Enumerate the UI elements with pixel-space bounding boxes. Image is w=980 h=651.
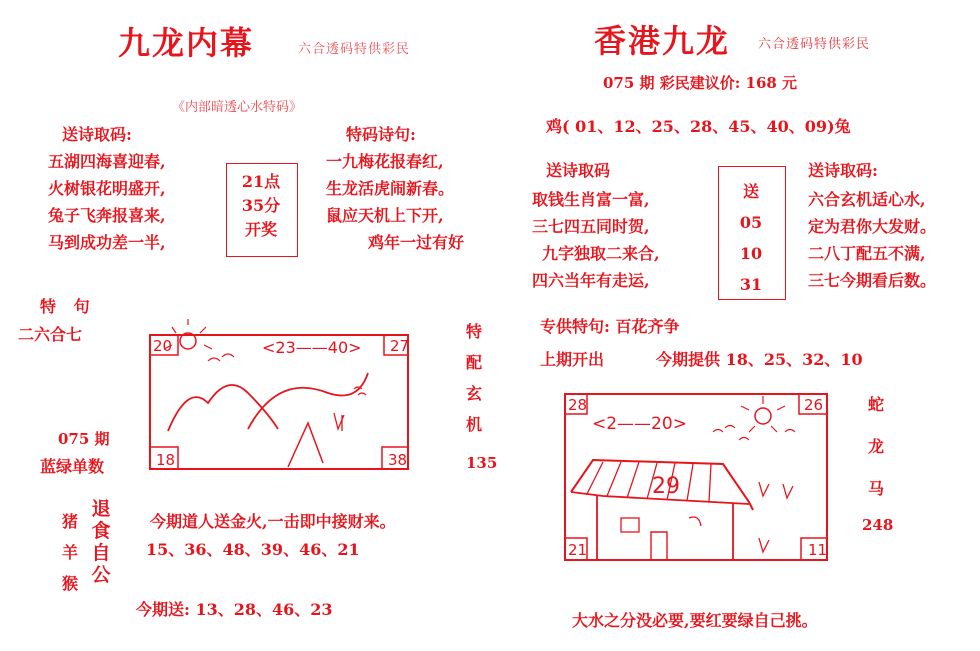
left-subtitle: 六合透码特供彩民: [298, 42, 411, 57]
right-this-issue: 今期提供 18、25、32、10: [656, 350, 863, 369]
time-hour: 21点: [241, 172, 281, 191]
zodiac-char: 退: [91, 498, 111, 520]
left-pic-corner-tr: 27: [390, 337, 410, 355]
left-internal-note: 《内部暗透心水特码》: [172, 100, 303, 115]
poem-line: 生龙活虎闹新春。: [326, 179, 455, 198]
zodiac-char: 猪: [61, 512, 78, 531]
left-time-text: [231, 170, 291, 242]
right-poem-a-label: 送诗取码: [546, 161, 611, 180]
left-poem-b: [326, 148, 464, 256]
right-last-issue: 上期开出: [540, 350, 605, 369]
left-zodiac-col2: [86, 498, 116, 586]
send-number: 10: [739, 244, 763, 263]
poem-line: 鸡年一过有好: [368, 233, 465, 252]
vertical-char: 马: [867, 479, 884, 498]
send-number: 31: [739, 275, 763, 294]
left-pic-range: <23——40>: [262, 338, 362, 357]
poem-line: 五湖四海喜迎春,: [48, 152, 166, 171]
left-zodiac-col1: [58, 506, 82, 599]
left-poem-b-label: 特码诗句:: [346, 125, 416, 144]
left-title: 九龙内幕: [118, 24, 255, 62]
poem-line: 三七今期看后数。: [808, 271, 937, 290]
vertical-char: 蛇: [867, 395, 884, 414]
right-poem-b-label: 送诗取码:: [808, 161, 878, 180]
right-subtitle: 六合透码特供彩民: [758, 37, 871, 52]
vertical-char: 龙: [867, 437, 884, 456]
left-poem-a: [48, 148, 166, 256]
vertical-char: 玄: [465, 384, 482, 403]
right-pic-corner-bl: 21: [568, 541, 588, 559]
send-label: 送: [742, 182, 759, 201]
left-issue: 075 期: [58, 430, 110, 448]
zodiac-char: 羊: [61, 543, 78, 562]
left-right-number: 135: [466, 454, 498, 472]
poem-line: 取钱生肖富一富,: [532, 190, 650, 209]
right-right-number: 248: [862, 516, 894, 534]
left-tejv-label: 特 句: [40, 297, 96, 316]
left-poem-a-label: 送诗取码:: [62, 125, 132, 144]
right-pic-corner-br: 11: [808, 541, 828, 559]
right-title: 香港九龙: [594, 22, 731, 60]
left-tejv-value: 二六合七: [18, 325, 83, 344]
left-pic-corner-bl: 18: [156, 451, 176, 469]
right-poem-b: [808, 186, 936, 294]
poem-line: 六合玄机适心水,: [808, 190, 926, 209]
zodiac-char: 食: [91, 520, 111, 542]
poem-line: 马到成功差一半,: [48, 233, 166, 252]
vertical-char: 机: [465, 415, 482, 434]
poem-line: 定为君你大发财。: [808, 217, 937, 236]
right-poem-a: [532, 186, 660, 294]
time-minute: 35分: [241, 196, 281, 215]
zodiac-char: 猴: [61, 574, 78, 593]
right-pic-range: <2——20>: [592, 414, 687, 434]
right-pic-corner-tr: 26: [804, 396, 824, 414]
vertical-char: 特: [465, 322, 482, 341]
vertical-char: 配: [465, 353, 482, 372]
left-pic-corner-br: 38: [388, 451, 408, 469]
poem-line: 兔子飞奔报喜来,: [48, 206, 166, 225]
left-daoren-line: 今期道人送金火,一击即中接财来。: [150, 512, 396, 531]
right-pic-corner-tl: 28: [568, 396, 588, 414]
poem-line: 鼠应天机上下开,: [326, 206, 444, 225]
right-zodiac-line: 鸡( 01、12、25、28、45、40、09)兔: [546, 117, 851, 136]
right-pic-roof-number: 29: [652, 474, 680, 499]
zodiac-char: 公: [91, 564, 111, 586]
poem-line: 火树银花明盛开,: [48, 179, 166, 198]
poem-line: 一九梅花报春红,: [326, 152, 444, 171]
send-number: 05: [739, 213, 763, 232]
right-footer: 大水之分没必要,要红要绿自己挑。: [572, 611, 818, 630]
left-vertical-text: [462, 316, 486, 440]
left-color-hint: 蓝绿单数: [40, 457, 105, 476]
poem-line: 二八丁配五不满,: [808, 244, 926, 263]
zodiac-char: 自: [91, 542, 111, 564]
left-send-line: 今期送: 13、28、46、23: [136, 600, 333, 619]
poem-line: 三七四五同时贺,: [532, 217, 650, 236]
time-draw: 开奖: [244, 220, 277, 239]
left-pic-corner-tl: 20: [153, 337, 173, 355]
right-special: 专供特句: 百花齐争: [540, 317, 680, 336]
poem-line: 四六当年有走运,: [532, 271, 650, 290]
left-daoren-numbers: 15、36、48、39、46、21: [146, 540, 360, 559]
right-vertical-text: [864, 384, 888, 510]
right-send-numbers: [720, 176, 782, 300]
poem-line: 九字独取二来合,: [542, 244, 660, 263]
right-issue-line: 075 期 彩民建议价: 168 元: [603, 74, 798, 92]
